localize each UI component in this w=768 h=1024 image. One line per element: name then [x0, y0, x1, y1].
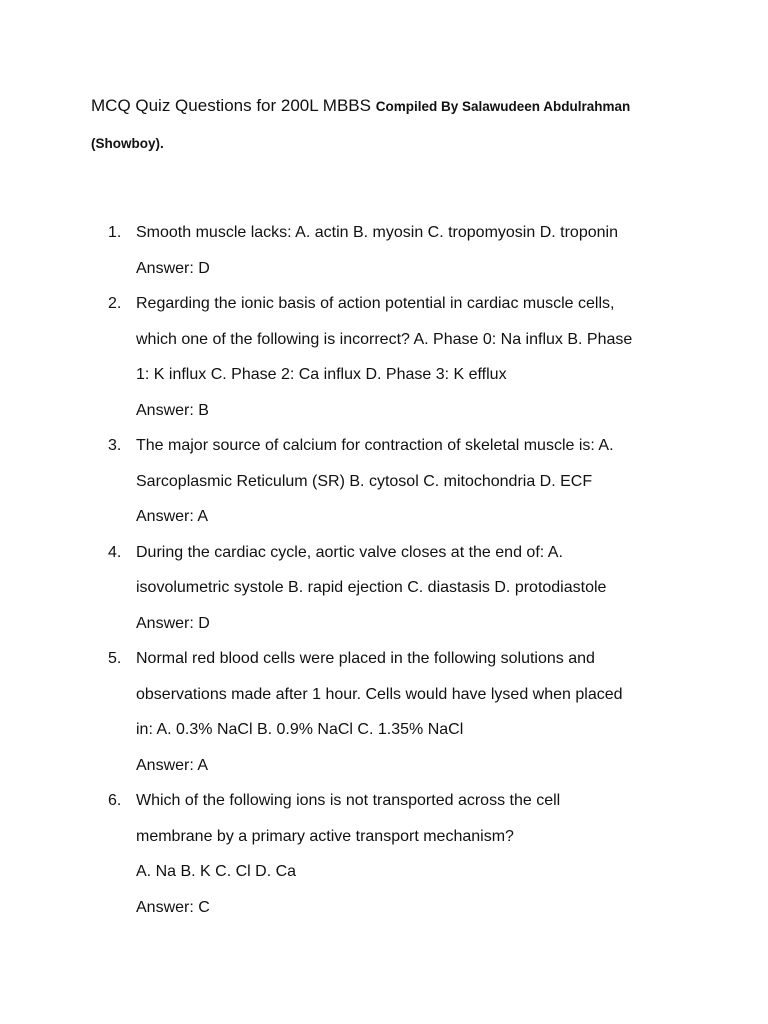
question-number: 1. [108, 224, 122, 241]
question-text-line: Smooth muscle lacks: A. actin B. myosin C. tropomyosin D. troponin [136, 224, 618, 241]
title-main: MCQ Quiz Questions for 200L MBBS [91, 96, 376, 115]
question-text-line: in: A. 0.3% NaCl B. 0.9% NaCl C. 1.35% NaCl [136, 721, 464, 738]
question-number: 6. [108, 792, 122, 809]
question-text-line: 1: K influx C. Phase 2: Ca influx D. Phase 3: K efflux [136, 366, 507, 383]
question-text-line: During the cardiac cycle, aortic valve closes at the end of: A. [136, 543, 563, 561]
question-text-line: Regarding the ionic basis of action potential in cardiac muscle cells, [136, 295, 615, 312]
question-text-line: A. Na B. K C. Cl D. Ca [136, 863, 297, 880]
question-text-line: which one of the following is incorrect? A. Phase 0: Na influx B. Phase [136, 330, 633, 348]
question-text-line: isovolumetric systole B. rapid ejection C. diastasis D. protodiastole [136, 579, 607, 596]
question-answer: Answer: C [136, 898, 210, 916]
question-number: 4. [108, 543, 122, 561]
question-answer: Answer: A [136, 508, 209, 525]
question-answer: Answer: A [136, 756, 209, 774]
question-answer: Answer: B [136, 401, 209, 419]
question-text-line: Which of the following ions is not transported across the cell [136, 792, 561, 809]
question-number: 3. [108, 437, 122, 454]
question-text-line: Normal red blood cells were placed in the following solutions and [136, 650, 595, 667]
question-text-line: membrane by a primary active transport mechanism? [136, 827, 514, 845]
question-number: 2. [108, 295, 122, 312]
question-text-line: observations made after 1 hour. Cells would have lysed when placed [136, 685, 623, 703]
question-text-line: The major source of calcium for contraction of skeletal muscle is: A. [136, 437, 614, 454]
title-compiled-by: Compiled By Salawudeen Abdulrahman [375, 99, 631, 114]
question-text-line: Sarcoplasmic Reticulum (SR) B. cytosol C. mitochondria D. ECF [136, 472, 593, 490]
question-answer: Answer: D [136, 259, 210, 277]
question-answer: Answer: D [136, 614, 210, 632]
title-author-nickname: (Showboy). [91, 136, 164, 151]
question-number: 5. [108, 650, 122, 667]
